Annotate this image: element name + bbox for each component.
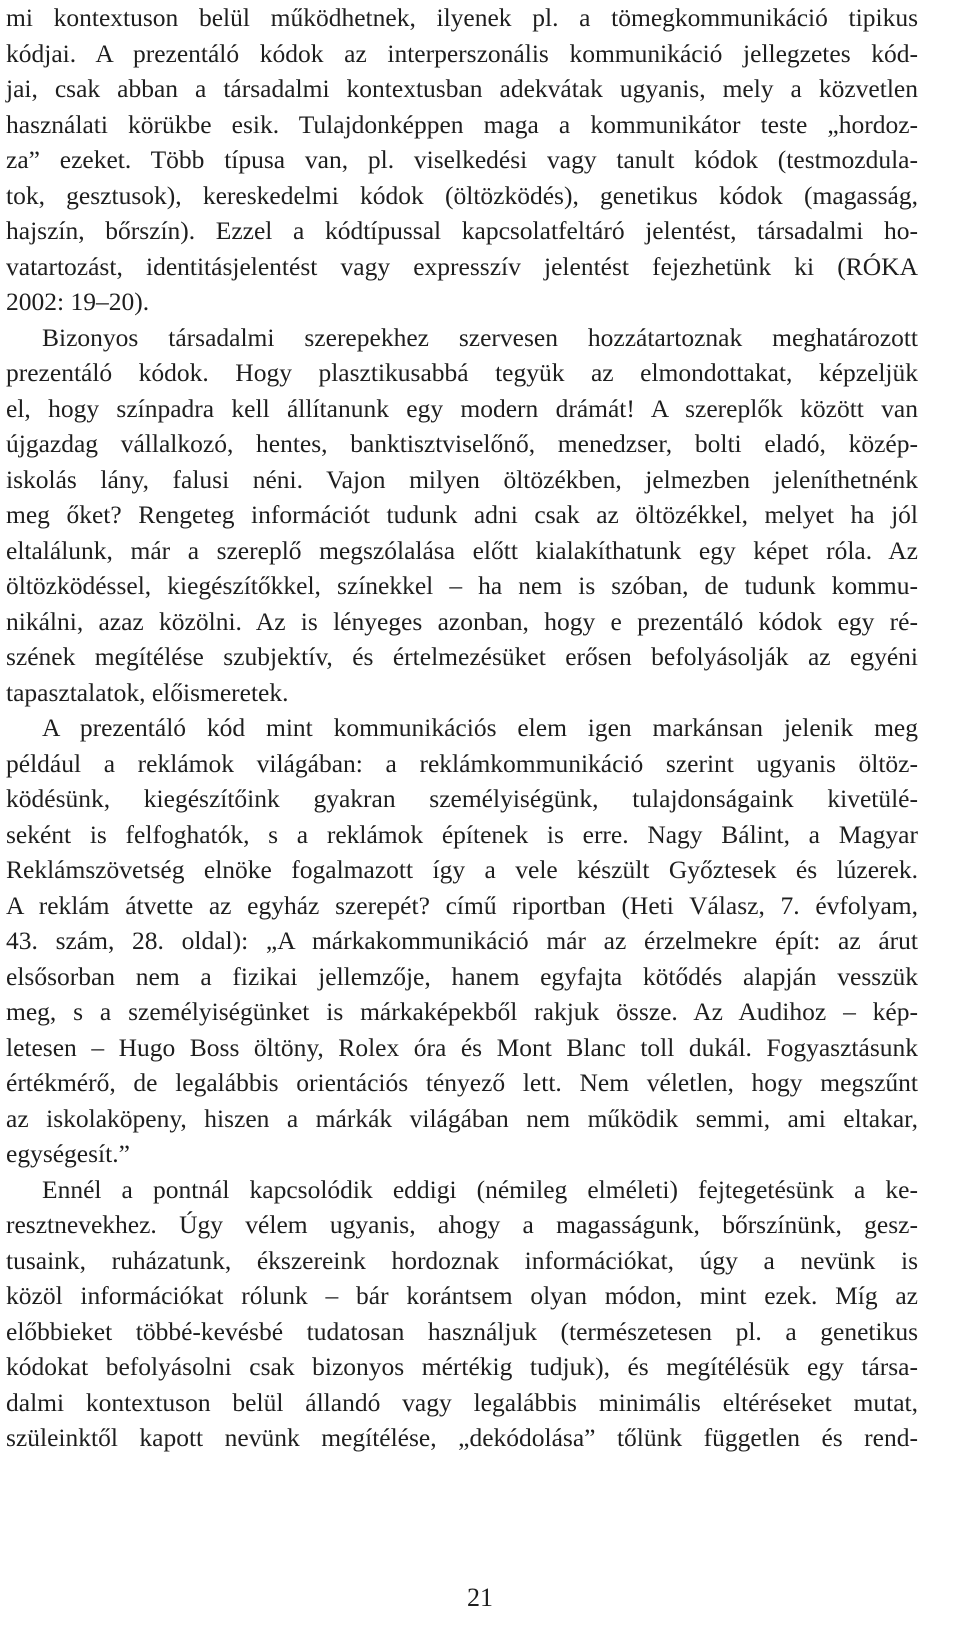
text-line: dalmi kontextuson belül állandó vagy legalábbis minimális eltéréseket mutat, xyxy=(6,1387,918,1417)
paragraph-4 xyxy=(6,1172,918,1456)
text-line: iskolás lány, falusi néni. Vajon milyen öltözékben, jelmezben jeleníthetnénk xyxy=(6,464,918,494)
text-line: jai, csak abban a társadalmi kontextusban adekvátak ugyanis, mely a közvetlen xyxy=(6,74,918,103)
text-line: használati körükbe esik. Tulajdonképpen maga a kommunikátor teste „hordoz- xyxy=(6,109,918,139)
text-line: kódokat befolyásolni csak bizonyos mértékig tudjuk), és megítélésük egy társa- xyxy=(6,1352,918,1381)
text-line: resztnevekhez. Úgy vélem ugyanis, ahogy a magasságunk, bőrszínünk, gesz- xyxy=(6,1210,918,1239)
text-line: egységesít.” xyxy=(6,1139,130,1168)
text-line: öltözködéssel, kiegészítőkkel, színekkel – ha nem is szóban, de tudunk kommu- xyxy=(6,571,918,600)
text-line: az iskolaköpeny, hiszen a márkák világában nem működik semmi, ami eltakar, xyxy=(6,1103,918,1133)
text-line: mi kontextuson belül működhetnek, ilyenek pl. a tömegkommunikáció tipikus xyxy=(6,3,918,32)
text-line: vatartozást, identitásjelentést vagy expresszív jelentést fejezhetünk ki (RÓKA xyxy=(6,251,918,281)
text-line: nikálni, azaz közölni. Az is lényeges azonban, hogy e prezentáló kódok egy ré- xyxy=(6,606,918,636)
text-line: prezentáló kódok. Hogy plasztikusabbá tegyük az elmondottakat, képzeljük xyxy=(6,358,918,387)
paragraph-2 xyxy=(6,320,918,711)
text-line: letesen – Hugo Boss öltöny, Rolex óra és Mont Blanc toll dukál. Fogyasztásunk xyxy=(6,1032,918,1062)
text-line: kódjai. A prezentáló kódok az interperszonális kommunikáció jellegzetes kód- xyxy=(6,38,918,68)
text-line: Bizonyos társadalmi szerepekhez szervesen hozzátartoznak meghatározott xyxy=(42,322,918,352)
text-line: közöl információkat rólunk – bár korántsem olyan módon, mint ezek. Míg az xyxy=(6,1281,918,1310)
text-line: za” ezeket. Több típusa van, pl. viselkedési vagy tanult kódok (testmozdula- xyxy=(6,145,918,174)
paragraph-3 xyxy=(6,710,918,1172)
text-line: A reklám átvette az egyház szerepét? című riportban (Heti Válasz, 7. évfolyam, xyxy=(6,890,918,920)
text-line: például a reklámok világában: a reklámkommunikáció szerint ugyanis öltöz- xyxy=(6,748,918,778)
text-line: elsősorban nem a fizikai jellemzője, hanem egyfajta kötődés alapján vesszük xyxy=(6,961,918,991)
text-line: el, hogy színpadra kell állítanunk egy modern drámát! A szereplők között van xyxy=(6,393,918,423)
page-body xyxy=(6,0,918,1456)
text-line: eltalálunk, már a szereplő megszólalása előtt kialakíthatunk egy képet róla. Az xyxy=(6,535,918,565)
text-line: tok, gesztusok), kereskedelmi kódok (öltözködés), genetikus kódok (magasság, xyxy=(6,180,918,210)
paragraph-1 xyxy=(6,0,918,320)
text-line: 2002: 19–20). xyxy=(6,287,150,316)
text-line: Reklámszövetség elnöke fogalmazott így a vele készült Győztesek és lúzerek. xyxy=(6,855,918,884)
text-line: Ennél a pontnál kapcsolódik eddigi (némileg elméleti) fejtegetésünk a ke- xyxy=(42,1174,918,1204)
text-line: tapasztalatok, előismeretek. xyxy=(6,677,289,707)
text-line: seként is felfoghatók, s a reklámok építenek is erre. Nagy Bálint, a Magyar xyxy=(6,819,918,849)
text-line: meg őket? Rengeteg információt tudunk adni csak az öltözékkel, melyet ha jól xyxy=(6,500,918,529)
text-line: meg, s a személyiségünket is márkaképekből rakjuk össze. Az Audihoz – kép- xyxy=(6,997,918,1026)
text-line: ködésünk, kiegészítőink gyakran személyiségünk, tulajdonságaink kivetülé- xyxy=(6,784,918,813)
text-line: értékmérő, de legalábbis orientációs tényező lett. Nem véletlen, hogy megszűnt xyxy=(6,1068,918,1097)
page-number: 21 xyxy=(467,1583,493,1612)
text-line: A prezentáló kód mint kommunikációs elem igen markánsan jelenik meg xyxy=(42,713,918,742)
text-line: tusaink, ruházatunk, ékszereink hordoznak információkat, úgy a nevünk is xyxy=(6,1245,918,1275)
text-line: újgazdag vállalkozó, hentes, banktisztviselőnő, menedzser, bolti eladó, közép- xyxy=(6,429,918,458)
text-line: 43. szám, 28. oldal): „A márkakommunikáció már az érzelmekre épít: az árut xyxy=(6,926,918,955)
text-line: előbbieket többé-kevésbé tudatosan használjuk (természetesen pl. a genetikus xyxy=(6,1316,918,1346)
text-line: szének megítélése szubjektív, és értelmezésüket erősen befolyásolják az egyéni xyxy=(6,642,918,671)
text-line: szüleinktől kapott nevünk megítélése, „dekódolása” tőlünk független és rend- xyxy=(6,1423,918,1452)
text-line: hajszín, bőrszín). Ezzel a kódtípussal kapcsolatfeltáró jelentést, társadalmi ho- xyxy=(6,216,918,245)
